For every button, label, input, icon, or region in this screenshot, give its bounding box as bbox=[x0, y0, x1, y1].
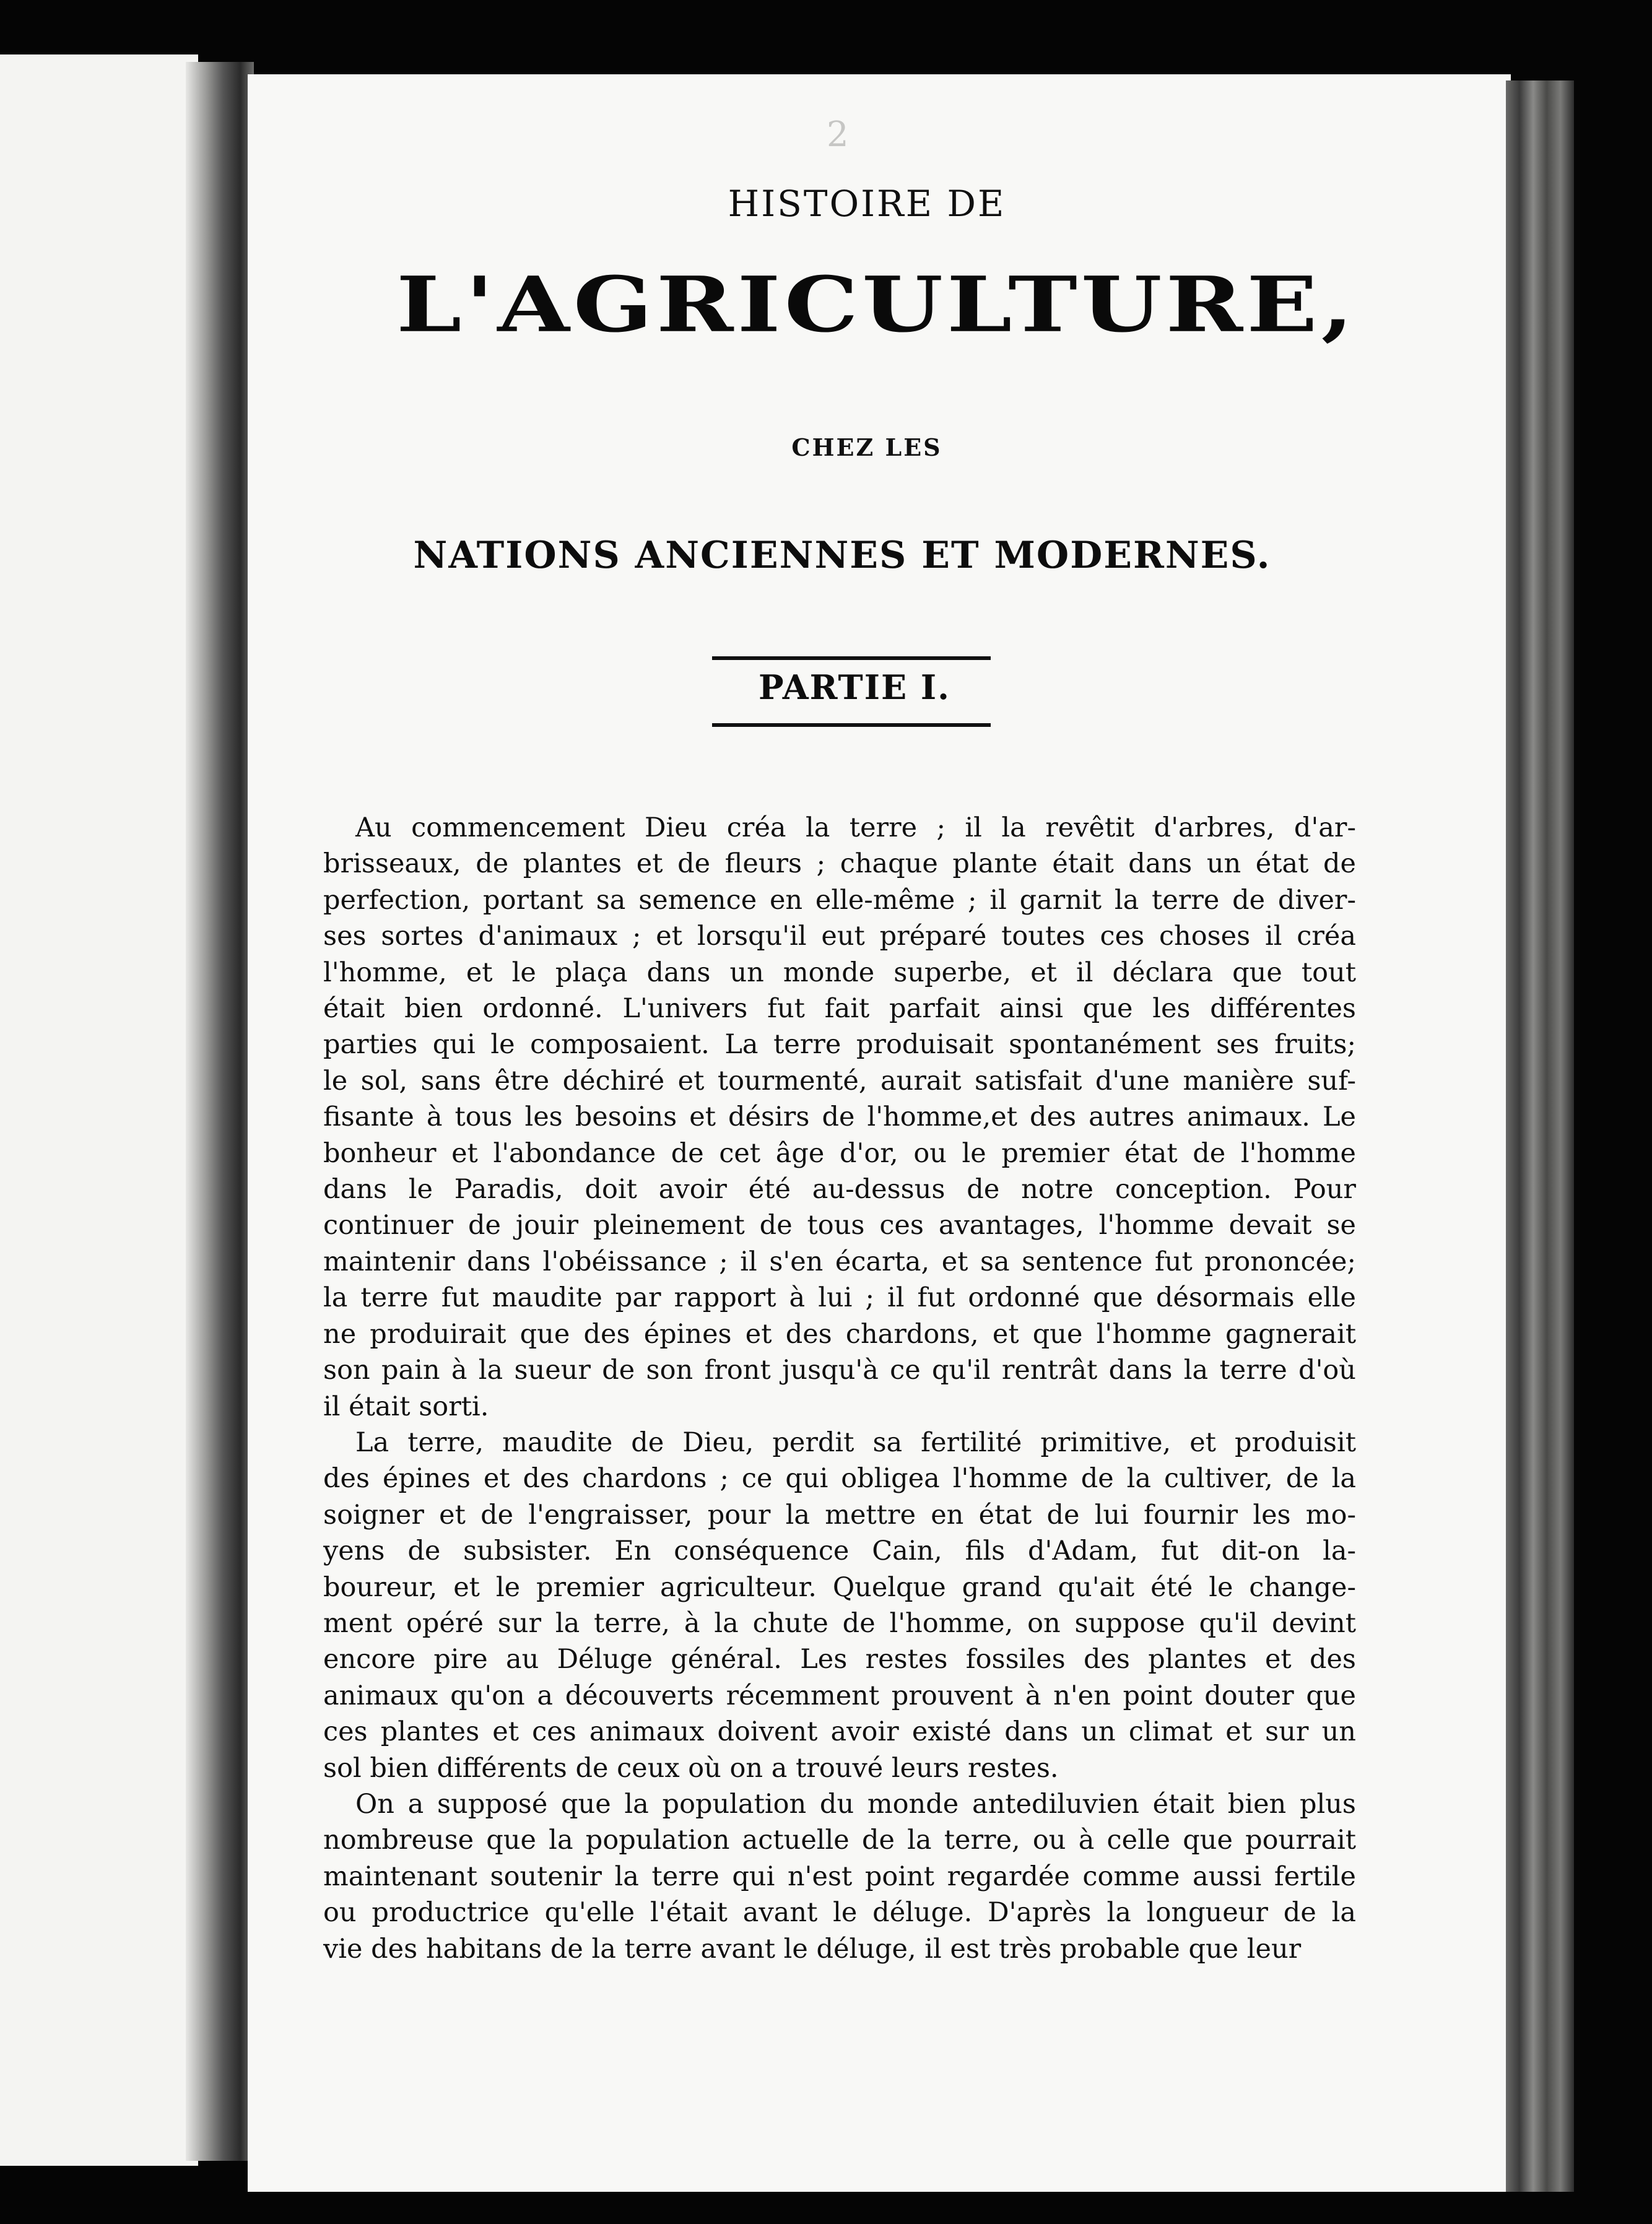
title-main-agriculture: L'AGRICULTURE, bbox=[396, 260, 1357, 350]
body-line: il était sorti. bbox=[323, 1391, 489, 1422]
body-line: ces plantes et ces animaux doivent avoir existé dans un climat et sur un bbox=[323, 1716, 1356, 1748]
body-line: des épines et des chardons ; ce qui obligea l'homme de la cultiver, de la bbox=[323, 1463, 1356, 1495]
body-line: maintenir dans l'obéissance ; il s'en écarta, et sa sentence fut prononcée; bbox=[323, 1246, 1356, 1277]
body-line: encore pire au Déluge général. Les restes fossiles des plantes et des bbox=[323, 1644, 1356, 1675]
rule-above-partie bbox=[712, 656, 991, 660]
body-line: brisseaux, de plantes et de fleurs ; chaque plante était dans un état de bbox=[323, 848, 1356, 880]
body-line: ses sortes d'animaux ; et lorsqu'il eut préparé toutes ces choses il créa bbox=[323, 921, 1356, 952]
body-line: la terre fut maudite par rapport à lui ; il fut ordonné que désormais elle bbox=[323, 1282, 1356, 1314]
body-line: Au commencement Dieu créa la terre ; il la revêtit d'arbres, d'ar- bbox=[355, 812, 1356, 843]
book-gutter bbox=[186, 62, 254, 2161]
body-line: soigner et de l'engraisser, pour la mettre en état de lui fournir les mo- bbox=[323, 1499, 1356, 1531]
body-line: continuer de jouir pleinement de tous ces avantages, l'homme devait se bbox=[323, 1210, 1356, 1241]
body-line: boureur, et le premier agriculteur. Quelque grand qu'ait été le change- bbox=[323, 1571, 1356, 1603]
body-line: On a supposé que la population du monde antediluvien était bien plus bbox=[355, 1788, 1356, 1820]
body-line: bonheur et l'abondance de cet âge d'or, ou le premier état de l'homme bbox=[323, 1137, 1356, 1169]
body-line: animaux qu'on a découverts récemment prouvent à n'en point douter que bbox=[323, 1680, 1356, 1711]
left-page bbox=[0, 54, 198, 2166]
body-line: vie des habitans de la terre avant le déluge, il est très probable que leur bbox=[323, 1933, 1302, 1965]
body-line: nombreuse que la population actuelle de la terre, ou à celle que pourrait bbox=[323, 1825, 1356, 1856]
page-edge bbox=[1506, 80, 1574, 2192]
body-line: ou productrice qu'elle l'était avant le déluge. D'après la longueur de la bbox=[323, 1897, 1356, 1929]
body-line: sol bien différents de ceux où on a trouvé leurs restes. bbox=[323, 1752, 1059, 1784]
title-chez-les: CHEZ LES bbox=[791, 433, 942, 461]
page-number: 2 bbox=[827, 115, 849, 155]
body-line: maintenant soutenir la terre qui n'est point regardée comme aussi fertile bbox=[323, 1861, 1356, 1892]
body-line: fisante à tous les besoins et désirs de l'homme,et des autres animaux. Le bbox=[323, 1101, 1356, 1133]
body-line: ment opéré sur la terre, à la chute de l'homme, on suppose qu'il devint bbox=[323, 1607, 1356, 1639]
body-line: l'homme, et le plaça dans un monde superbe, et il déclara que tout bbox=[323, 957, 1356, 988]
title-nations: NATIONS ANCIENNES ET MODERNES. bbox=[413, 534, 1271, 577]
body-line: le sol, sans être déchiré et tourmenté, aurait satisfait d'une manière suf- bbox=[323, 1065, 1356, 1097]
body-line: parties qui le composaient. La terre produisait spontanément ses fruits; bbox=[323, 1029, 1356, 1061]
section-heading-partie: PARTIE I. bbox=[759, 667, 950, 707]
body-line: dans le Paradis, doit avoir été au-dessus de notre conception. Pour bbox=[323, 1174, 1356, 1205]
body-line: perfection, portant sa semence en elle-même ; il garnit la terre de diver- bbox=[323, 884, 1356, 916]
rule-below-partie bbox=[712, 723, 991, 727]
body-line: son pain à la sueur de son front jusqu'à ce qu'il rentrât dans la terre d'où bbox=[323, 1355, 1356, 1386]
body-text bbox=[323, 810, 1356, 1967]
title-line-histoire: HISTOIRE DE bbox=[728, 183, 1006, 225]
body-line: ne produirait que des épines et des chardons, et que l'homme gagnerait bbox=[323, 1318, 1356, 1350]
body-line: La terre, maudite de Dieu, perdit sa fertilité primitive, et produisit bbox=[355, 1427, 1356, 1458]
body-line: était bien ordonné. L'univers fut fait parfait ainsi que les différentes bbox=[323, 993, 1356, 1025]
body-line: yens de subsister. En conséquence Cain, fils d'Adam, fut dit-on la- bbox=[323, 1536, 1356, 1567]
